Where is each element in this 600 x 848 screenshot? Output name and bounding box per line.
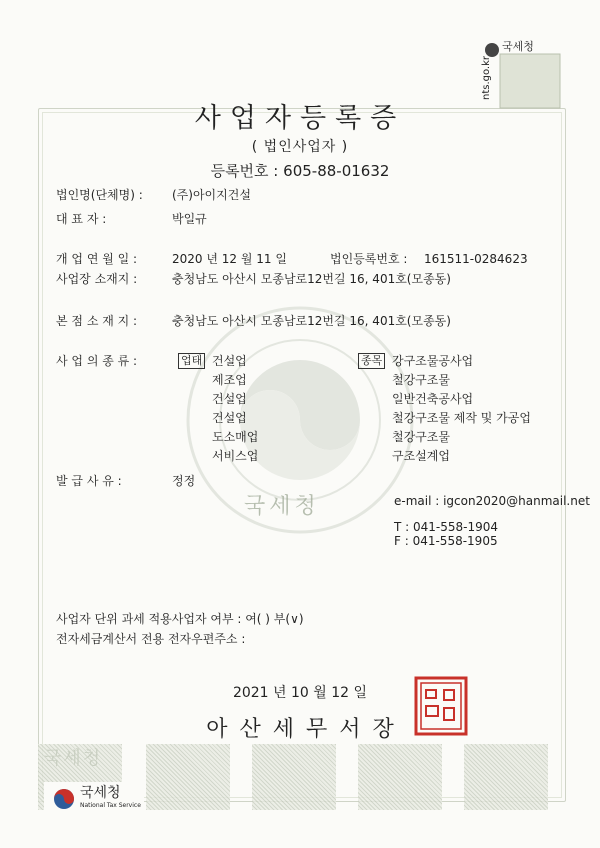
nts-bottom-logo bbox=[44, 782, 144, 816]
registration-label: 등록번호 : bbox=[210, 162, 279, 180]
registration-number bbox=[0, 160, 600, 181]
page-title: 사업자등록증 bbox=[194, 103, 406, 134]
representative-value: 박일규 bbox=[172, 212, 207, 226]
security-texture bbox=[358, 744, 442, 810]
item-entry: 철강구조물 제작 및 가공업 bbox=[392, 411, 531, 425]
category-item: 건설업 bbox=[212, 411, 247, 425]
nts-url: nts.go.kr bbox=[481, 55, 492, 100]
item-box: 종목 bbox=[358, 353, 385, 369]
item-entry: 구조설계업 bbox=[392, 449, 450, 463]
corp-reg-value: 161511-0284623 bbox=[424, 252, 528, 266]
representative-label: 대 표 자 : bbox=[56, 212, 107, 226]
company-value: (주)아이지건설 bbox=[172, 188, 251, 202]
category-item: 제조업 bbox=[212, 373, 247, 387]
category-item: 도소매업 bbox=[212, 430, 259, 444]
page-subtitle: ( 법인사업자 ) bbox=[251, 139, 349, 155]
open-date-label: 개 업 연 월 일 : bbox=[56, 252, 138, 266]
security-texture bbox=[464, 744, 548, 810]
agency-stamp-label: 국세청 bbox=[502, 40, 534, 53]
nts-logo-name: 국세청 bbox=[80, 785, 121, 801]
contact-email: e-mail : igcon2020@hanmail.net bbox=[394, 494, 590, 508]
issue-reason-label: 발 급 사 유 : bbox=[56, 474, 122, 488]
nts-logo-english: National Tax Service bbox=[80, 802, 141, 809]
open-date-value: 2020 년 12 월 11 일 bbox=[172, 252, 287, 266]
official-seal bbox=[414, 676, 468, 736]
registration-value: 605-88-01632 bbox=[283, 162, 390, 180]
security-texture bbox=[146, 744, 230, 810]
einvoice-email-field: 전자세금계산서 전용 전자우편주소 : bbox=[56, 632, 246, 646]
nts-logo-icon bbox=[52, 787, 76, 811]
issue-reason-value: 정정 bbox=[172, 474, 196, 488]
category-box: 업태 bbox=[178, 353, 205, 369]
category-item: 건설업 bbox=[212, 354, 247, 368]
site-address-label: 사업장 소재지 : bbox=[56, 272, 138, 286]
business-type-label: 사 업 의 종 류 : bbox=[56, 354, 138, 368]
contact-tel: T : 041-558-1904 bbox=[394, 520, 499, 534]
watermark-text: 국세청 bbox=[44, 748, 103, 769]
hq-address-value: 충청남도 아산시 모종남로12번길 16, 401호(모종동) bbox=[172, 314, 451, 328]
category-item: 건설업 bbox=[212, 392, 247, 406]
company-label: 법인명(단체명) : bbox=[56, 188, 143, 202]
corp-reg-label: 법인등록번호 : bbox=[330, 252, 408, 266]
item-entry: 철강구조물 bbox=[392, 430, 450, 444]
item-entry: 일반건축공사업 bbox=[392, 392, 474, 406]
security-texture bbox=[252, 744, 336, 810]
tax-office-name: 아산세무서장 bbox=[206, 717, 406, 742]
site-address-value: 충청남도 아산시 모종남로12번길 16, 401호(모종동) bbox=[172, 272, 451, 286]
item-entry: 철강구조물 bbox=[392, 373, 450, 387]
watermark-text: 국세청 bbox=[244, 494, 320, 519]
contact-fax: F : 041-558-1905 bbox=[394, 534, 498, 548]
hq-address-label: 본 점 소 재 지 : bbox=[56, 314, 138, 328]
category-item: 서비스업 bbox=[212, 449, 259, 463]
tax-unit-field: 사업자 단위 과세 적용사업자 여부 : 여( ) 부(∨) bbox=[56, 612, 304, 626]
issue-date: 2021 년 10 월 12 일 bbox=[232, 685, 368, 701]
item-entry: 강구조물공사업 bbox=[392, 354, 474, 368]
